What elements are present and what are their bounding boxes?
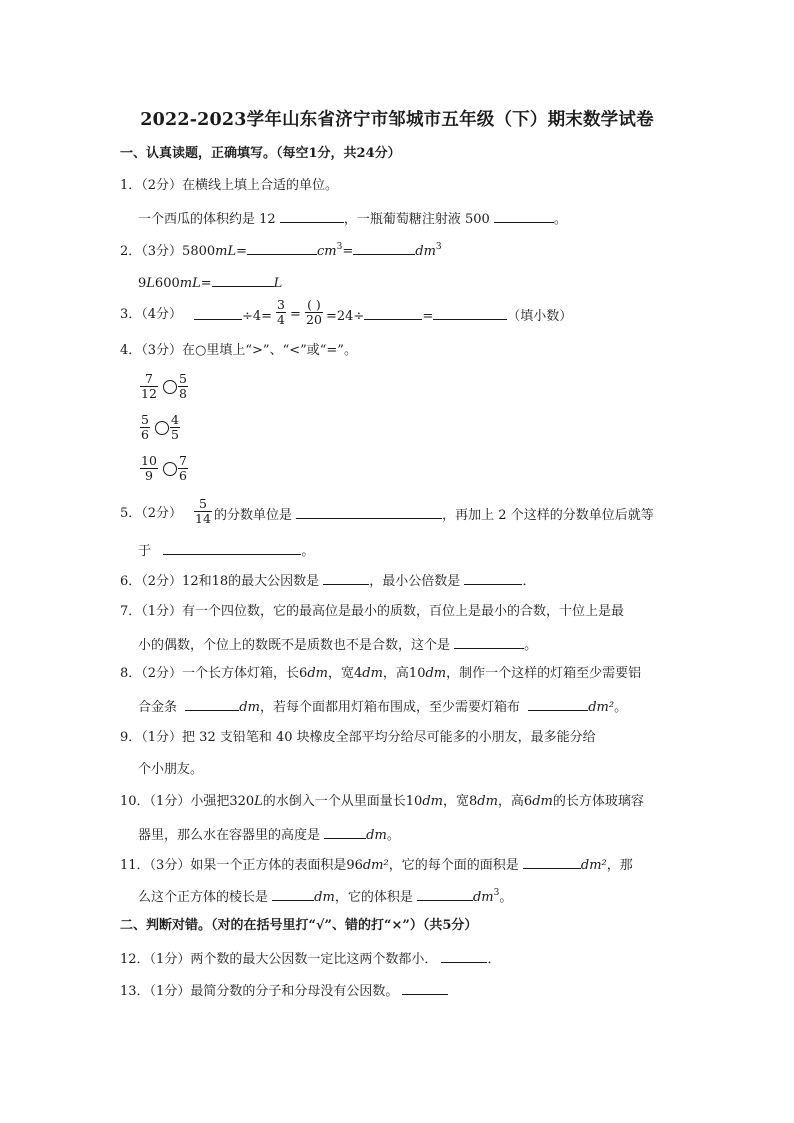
section-2-heading: 二、判断对错。（对的在括号里打“√”、错的打“×”）（共5分） — [120, 918, 478, 933]
page-title: 2022-2023学年山东省济宁市邹城市五年级（下）期末数学试卷 — [140, 110, 654, 130]
fraction-right: $\frac{5}{8}$ — [179, 371, 187, 401]
fraction-left: $\frac{10}{9}$ — [141, 453, 157, 483]
question-10-line-2: 器里，那么水在容器里的高度是 dm。 — [138, 825, 400, 845]
answer-blank[interactable] — [353, 241, 415, 255]
answer-blank[interactable] — [194, 306, 242, 320]
fraction-5-14: $\frac{5}{14}$ — [195, 496, 211, 526]
answer-blank[interactable] — [454, 635, 524, 649]
question-11-line-2: 么这个正方体的棱长是 dm，它的体积是 $dm^3$。 — [138, 888, 513, 905]
answer-blank[interactable] — [523, 855, 581, 869]
answer-blank[interactable] — [402, 981, 448, 995]
answer-blank[interactable] — [324, 825, 366, 839]
answer-blank[interactable] — [417, 887, 473, 901]
question-10-line-1: 10．（1分）小强把320L的水倒入一个从里面量长10dm，宽8dm，高6dm的长方体玻璃容 — [120, 794, 644, 809]
compare-circle[interactable] — [163, 462, 177, 476]
question-13: 13．（1分）最简分数的分子和分母没有公因数。 — [120, 981, 448, 1001]
question-9-line-1: 9．（1分）把 32 支铅笔和 40 块橡皮全部平均分给尽可能多的小朋友，最多能分给 — [120, 730, 596, 745]
question-2-line-2: 9L600mL= L — [138, 273, 282, 293]
question-8-line-2: 合金条 dm，若每个面都用灯箱布围成，至少需要灯箱布 dm²。 — [138, 697, 627, 717]
section-1-heading: 一、认真读题，正确填写。（每空1分，共24分） — [120, 146, 401, 161]
question-12: 12．（1分）两个数的最大公因数一定比这两个数都小． ． — [120, 949, 500, 969]
question-5-line-2: 于 。 — [138, 541, 314, 561]
question-4-head: 4．（3分）在○里填上“>”、“<”或“=”。 — [120, 343, 357, 358]
answer-blank[interactable] — [296, 505, 442, 519]
question-8-line-1: 8．（2分）一个长方体灯箱，长6dm，宽4dm，高10dm，制作一个这样的灯箱至少需要铝 — [120, 666, 642, 681]
fraction-3-4: $\frac{3}{4}$ — [277, 297, 285, 327]
question-1-head: 1．（2分）在横线上填上合适的单位。 — [120, 178, 339, 193]
fraction-right: $\frac{4}{5}$ — [171, 412, 179, 442]
question-5-head: 5．（2分） — [120, 506, 183, 521]
answer-blank[interactable] — [441, 949, 487, 963]
question-6: 6．（2分）12和18的最大公因数是 ，最小公倍数是 ． — [120, 571, 535, 591]
compare-circle[interactable] — [155, 421, 169, 435]
question-5-line-1: 的分数单位是 ，再加上 2 个这样的分数单位后就等 — [214, 505, 654, 525]
question-7-line-1: 7．（1分）有一个四位数，它的最高位是最小的质数，百位上是最小的合数，十位上是最 — [120, 604, 625, 619]
answer-blank[interactable] — [364, 306, 422, 320]
answer-blank[interactable] — [464, 571, 522, 585]
equals-sign: = — [290, 307, 301, 322]
answer-blank[interactable] — [323, 571, 369, 585]
answer-blank[interactable] — [272, 887, 314, 901]
compare-circle[interactable] — [163, 380, 177, 394]
answer-blank[interactable] — [212, 273, 274, 287]
answer-blank[interactable] — [433, 306, 507, 320]
answer-blank[interactable] — [163, 541, 301, 555]
fraction-left: $\frac{5}{6}$ — [141, 412, 149, 442]
fraction-left: $\frac{7}{12}$ — [141, 371, 157, 401]
question-11-line-1: 11．（3分）如果一个正方体的表面积是96dm²，它的每个面的面积是 dm²，那 — [120, 855, 633, 875]
fraction-blank-20: ( ) 20 — [306, 297, 322, 327]
question-2-line-1: 2．（3分）$5800mL= cm^3= dm^3$ — [120, 242, 442, 259]
fraction-right: $\frac{7}{6}$ — [179, 453, 187, 483]
answer-blank[interactable] — [185, 697, 239, 711]
question-9-line-2: 个小朋友。 — [138, 762, 204, 777]
answer-blank[interactable] — [247, 241, 317, 255]
answer-blank[interactable] — [528, 697, 588, 711]
question-7-line-2: 小的偶数，个位上的数既不是质数也不是合数，这个是 。 — [138, 635, 537, 655]
question-3-part-2: =24÷ = （填小数） — [326, 306, 572, 326]
answer-blank[interactable] — [494, 209, 554, 223]
question-3-part-1: ÷4= — [194, 306, 272, 326]
question-1-line: 一个西瓜的体积约是 12 ，一瓶葡萄糖注射液 500 。 — [138, 209, 567, 229]
answer-blank[interactable] — [280, 209, 344, 223]
question-3-head: 3．（4分） — [120, 307, 183, 322]
